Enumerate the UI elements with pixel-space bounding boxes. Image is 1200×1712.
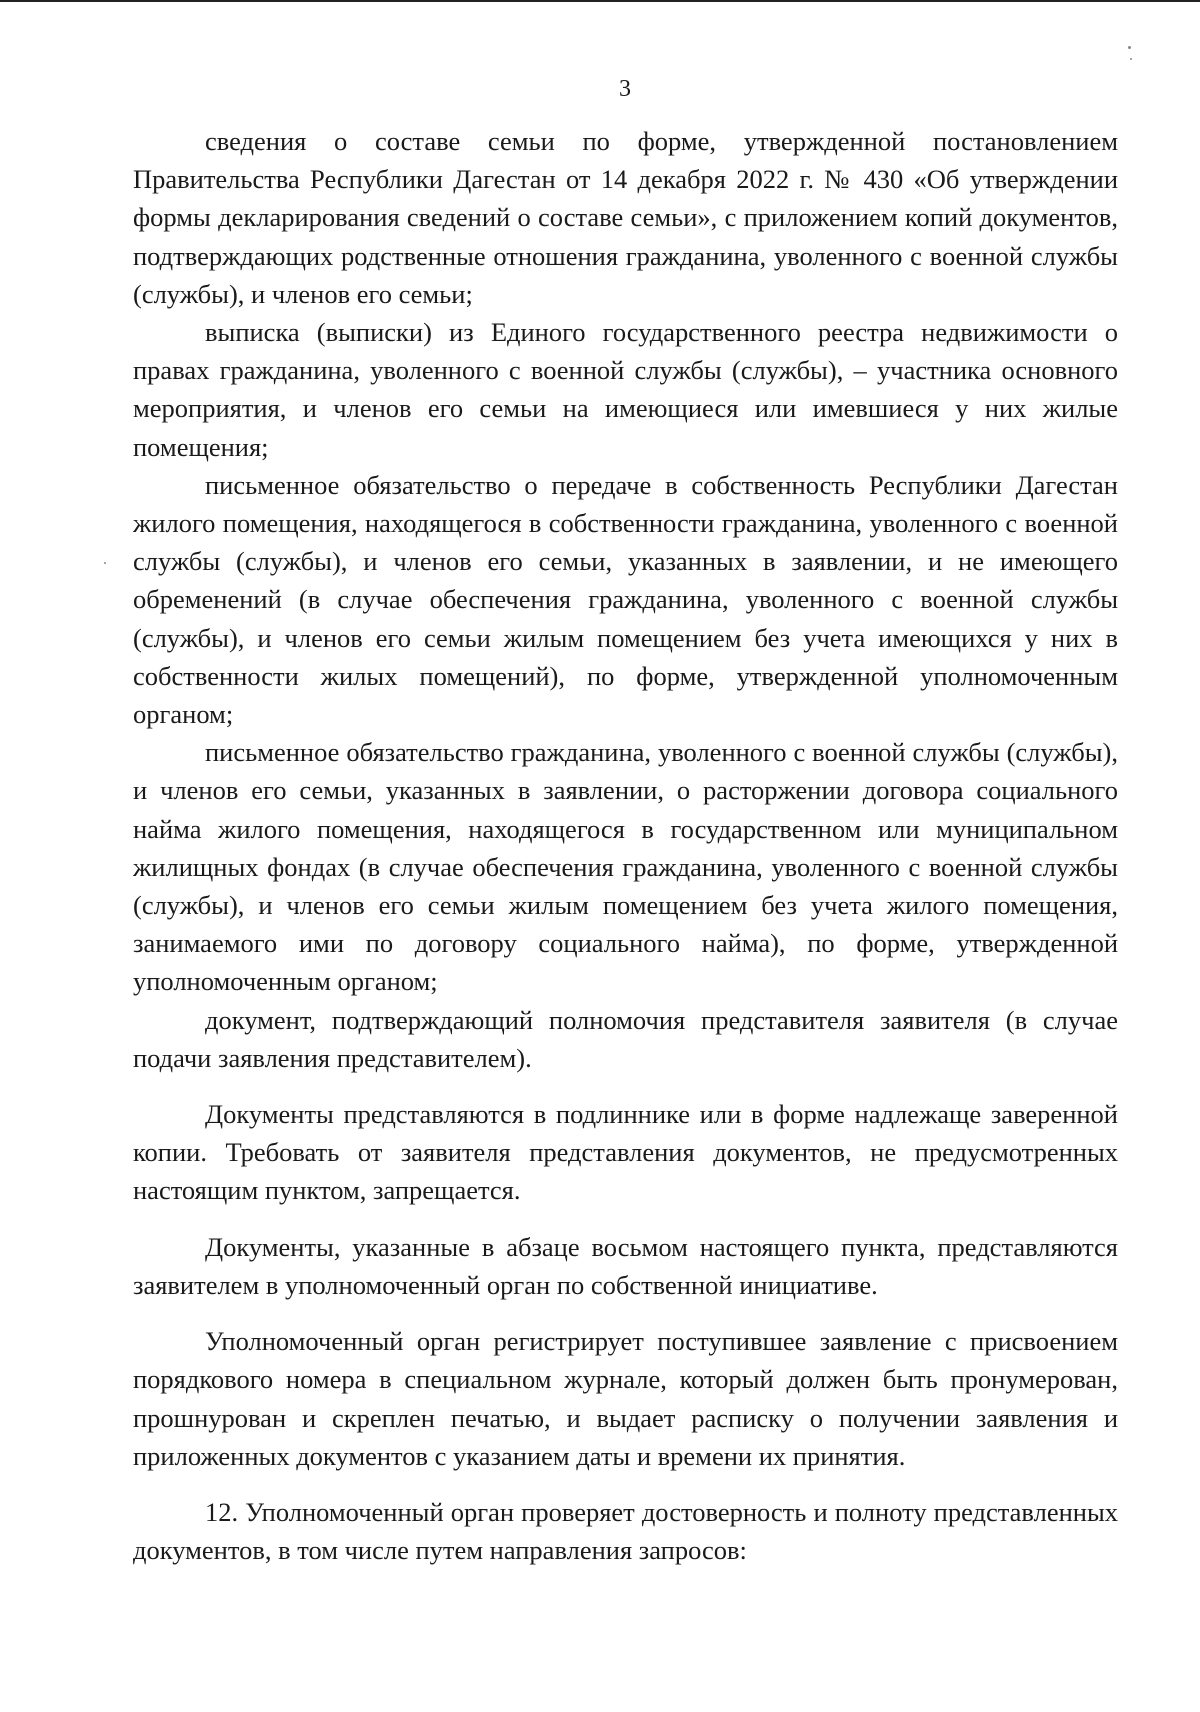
document-body — [133, 122, 1118, 1569]
paragraph-registry-extract: выписка (выписки) из Единого государственного реестра недвижимости о правах гражданина, уволенного с военной службы (службы), – участника основного мероприятия, и членов его семьи на имеющиеся или имевшиеся у них жилые помещения; — [133, 317, 1118, 462]
paragraph-family-info: сведения о составе семьи по форме, утвержденной постановлением Правительства Республики Дагестан от 14 декабря 2022 г. № 430 «Об утверждении формы декларирования сведений о составе семьи», с приложением копий документов, подтверждающих родственные отношения гражданина, уволенного с военной службы (службы), и членов его семьи; — [133, 126, 1118, 309]
scan-speck — [1128, 46, 1131, 49]
scan-speck — [1130, 58, 1132, 60]
paragraph-lease-termination-obligation: письменное обязательство гражданина, уволенного с военной службы (службы), и членов его семьи, указанных в заявлении, о расторжении договора социального найма жилого помещения, находящегося в государственном или муниципальном жилищных фондах (в случае обеспечения гражданина, уволенного с военной службы (службы), и членов его семьи жилым помещением без учета жилого помещения, занимаемого ими по договору социального найма), по форме, утвержденной уполномоченным органом; — [133, 737, 1118, 997]
page-number: 3 — [619, 76, 631, 102]
scan-speck — [104, 562, 106, 564]
paragraph-own-initiative: Документы, указанные в абзаце восьмом настоящего пункта, представляются заявителем в уполномоченный орган по собственной инициативе. — [133, 1231, 1118, 1300]
paragraph-ownership-transfer-obligation: письменное обязательство о передаче в собственность Республики Дагестан жилого помещения, находящегося в собственности гражданина, уволенного с военной службы (службы), и членов его семьи, указанных в заявлении, и не имеющего обременений (в случае обеспечения гражданина, уволенного с военной службы (службы), и членов его семьи жилым помещением без учета имеющихся у них в собственности жилых помещений), по форме, утвержденной уполномоченным органом; — [133, 469, 1118, 730]
paragraph-registration: Уполномоченный орган регистрирует поступившее заявление с присвоением порядкового номера в специальном журнале, который должен быть пронумерован, прошнурован и скреплен печатью, и выдает расписку о получении заявления и приложенных документов с указанием даты и времени их принятия. — [133, 1326, 1118, 1471]
paragraph-representative-authority: документ, подтверждающий полномочия представителя заявителя (в случае подачи заявления представителем). — [133, 1004, 1118, 1073]
paragraph-document-form: Документы представляются в подлиннике или в форме надлежаще заверенной копии. Требовать от заявителя представления документов, не предусмотренных настоящим пунктом, запрещается. — [133, 1099, 1118, 1206]
paragraph-item-12: 12. Уполномоченный орган проверяет достоверность и полноту представленных документов, в том числе путем направления запросов: — [133, 1496, 1118, 1566]
